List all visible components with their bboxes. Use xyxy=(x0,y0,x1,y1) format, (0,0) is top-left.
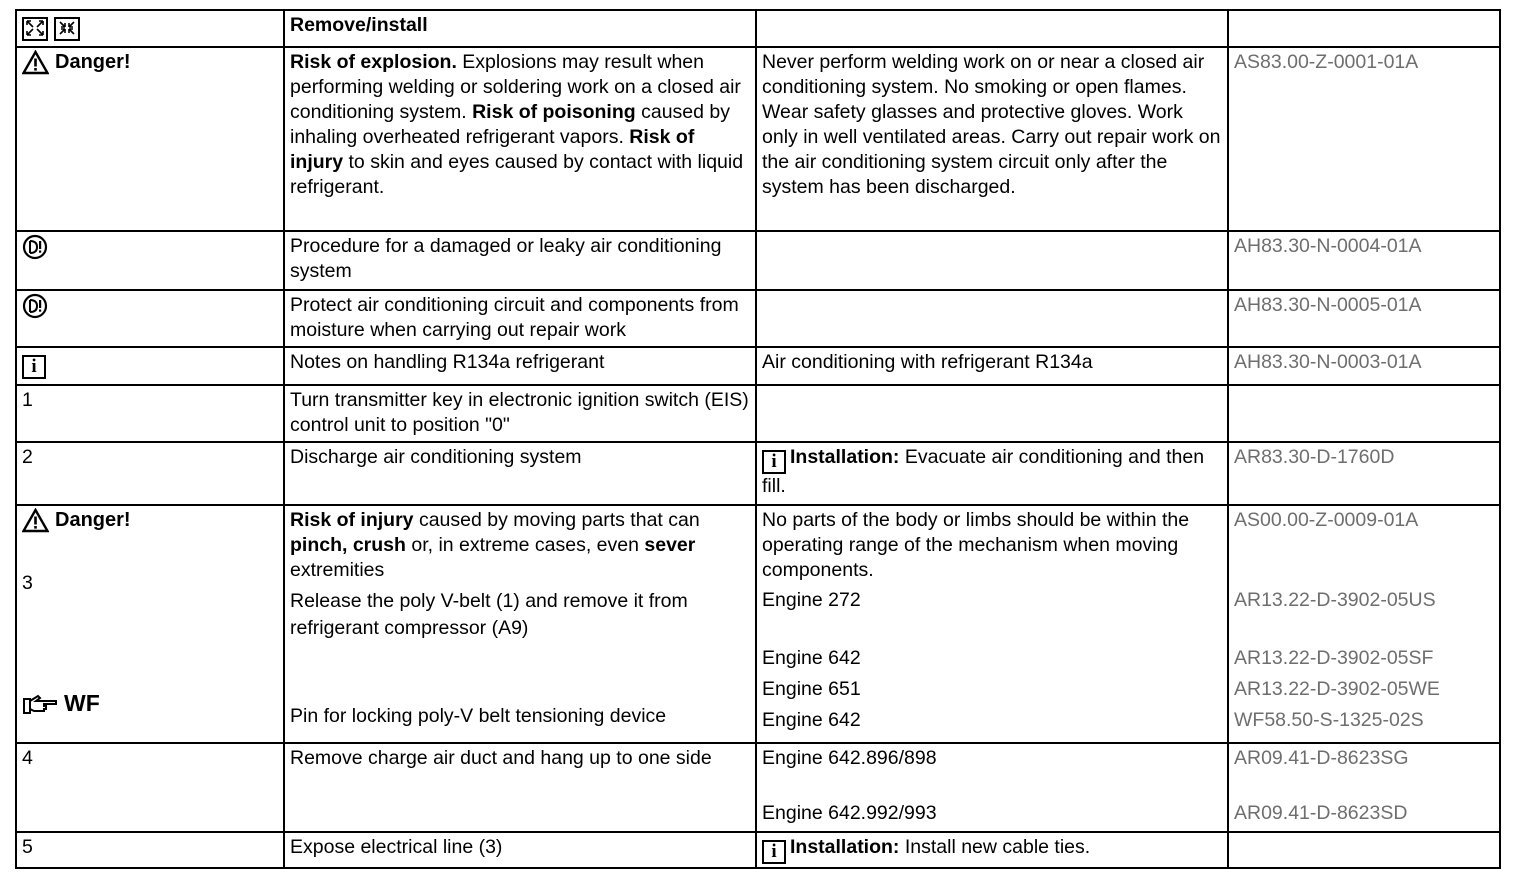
danger-explosion-emphasis: Risk of poisoning xyxy=(472,101,636,123)
danger-explosion-text: Explosions may result when performing welding or soldering work on a closed air conditioning system. xyxy=(290,51,741,123)
reference-link[interactable]: AH83.30-N-0004-01A xyxy=(1234,235,1422,257)
empty-cell xyxy=(1228,832,1500,868)
danger-injury-text: extremities xyxy=(290,559,385,581)
step-number: 4 xyxy=(16,743,284,832)
danger-label-cell xyxy=(16,47,284,231)
danger-injury-emphasis: Risk of injury xyxy=(290,509,414,531)
danger-text: Danger! xyxy=(55,51,131,73)
expand-icon[interactable] xyxy=(22,17,48,41)
danger-label xyxy=(22,50,131,75)
step-3-desc: Release the poly V-belt (1) and remove it from refrigerant compressor (A9) xyxy=(290,590,688,639)
reference-link[interactable]: AR13.22-D-3902-05US xyxy=(1234,589,1436,611)
info-r134a-desc: Notes on handling R134a refrigerant xyxy=(284,347,756,385)
step-5-note xyxy=(756,832,1228,868)
step-3-desc-cell xyxy=(284,505,756,743)
info-icon: i xyxy=(762,450,786,474)
warning-triangle-icon xyxy=(22,508,49,533)
notice-icon-cell xyxy=(16,231,284,290)
reference-link[interactable]: AH83.30-N-0003-01A xyxy=(1234,351,1422,373)
notice-circle-icon xyxy=(22,234,48,260)
notice-damaged-desc: Procedure for a damaged or leaky air conditioning system xyxy=(284,231,756,290)
installation-label: Installation: xyxy=(790,836,900,858)
header-icons-cell xyxy=(16,10,284,47)
engine-label: Engine 642 xyxy=(762,647,861,669)
step-2-ref[interactable] xyxy=(1228,442,1500,505)
header-title xyxy=(284,10,756,47)
step-3-ref-cell xyxy=(1228,505,1500,743)
installation-label: Installation: xyxy=(790,446,900,468)
reference-link[interactable]: AR09.41-D-8623SG xyxy=(1234,747,1409,769)
step-5-row xyxy=(16,832,1500,868)
danger-injury-note: No parts of the body or limbs should be within the operating range of the mechanism when moving components. xyxy=(762,509,1190,581)
engine-label: Engine 272 xyxy=(762,589,861,611)
notice-icon-cell xyxy=(16,290,284,347)
danger-label xyxy=(22,508,131,533)
step-3-left-cell xyxy=(16,505,284,743)
step-2-desc: Discharge air conditioning system xyxy=(284,442,756,505)
danger-explosion-ref[interactable] xyxy=(1228,47,1500,231)
reference-link[interactable]: AR13.22-D-3902-05WE xyxy=(1234,678,1440,700)
header-row xyxy=(16,10,1500,47)
engine-label: Engine 642.992/993 xyxy=(762,802,937,824)
notice-damaged-ref[interactable] xyxy=(1228,231,1500,290)
notice-damaged-row xyxy=(16,231,1500,290)
step-3-note-cell xyxy=(756,505,1228,743)
info-icon: i xyxy=(762,840,786,864)
step-4-note-cell xyxy=(756,743,1228,832)
danger-explosion-emphasis: Risk of explosion. xyxy=(290,51,457,73)
reference-link[interactable]: AR83.30-D-1760D xyxy=(1234,446,1395,468)
step-number: 5 xyxy=(16,832,284,868)
step-4-desc: Remove charge air duct and hang up to one side xyxy=(284,743,756,832)
danger-injury-emphasis: pinch, crush xyxy=(290,534,406,556)
step-5-desc: Expose electrical line (3) xyxy=(284,832,756,868)
engine-label: Engine 642.896/898 xyxy=(762,747,937,769)
step-number: 1 xyxy=(16,385,284,442)
header-empty-cell xyxy=(756,10,1228,47)
danger-injury-text: caused by moving parts that can xyxy=(413,509,700,531)
installation-note: Evacuate air conditioning and then fill. xyxy=(762,446,1205,497)
wf-tool-desc: Pin for locking poly-V belt tensioning device xyxy=(290,705,667,727)
reference-link[interactable]: AS00.00-Z-0009-01A xyxy=(1234,509,1419,531)
info-r134a-ref[interactable] xyxy=(1228,347,1500,385)
empty-cell xyxy=(756,290,1228,347)
danger-injury-text: or, in extreme cases, even xyxy=(405,534,645,556)
danger-explosion-emphasis: Risk of injury xyxy=(290,126,695,173)
danger-explosion-text: to skin and eyes caused by contact with liquid refrigerant. xyxy=(290,151,744,198)
step-4-row xyxy=(16,743,1500,832)
notice-moisture-desc: Protect air conditioning circuit and components from moisture when carrying out repair work xyxy=(284,290,756,347)
empty-cell xyxy=(1228,385,1500,442)
info-r134a-note: Air conditioning with refrigerant R134a xyxy=(756,347,1228,385)
step-number: 3 xyxy=(22,572,33,594)
wf-engine-label: Engine 642 xyxy=(762,709,861,731)
page-title: Remove/install xyxy=(290,14,428,36)
empty-cell xyxy=(756,385,1228,442)
step-1-row xyxy=(16,385,1500,442)
reference-link[interactable]: AR09.41-D-8623SD xyxy=(1234,802,1408,824)
reference-link[interactable]: WF58.50-S-1325-02S xyxy=(1234,709,1424,731)
engine-label: Engine 651 xyxy=(762,678,861,700)
reference-link[interactable]: AR13.22-D-3902-05SF xyxy=(1234,647,1434,669)
danger-text: Danger! xyxy=(55,509,131,531)
info-icon: i xyxy=(22,355,46,379)
step-2-note xyxy=(756,442,1228,505)
step-2-row xyxy=(16,442,1500,505)
step-4-ref-cell xyxy=(1228,743,1500,832)
wf-text: WF xyxy=(64,690,100,716)
reference-link[interactable]: AS83.00-Z-0001-01A xyxy=(1234,51,1419,73)
reference-link[interactable]: AH83.30-N-0005-01A xyxy=(1234,294,1422,316)
danger-explosion-note: Never perform welding work on or near a closed air conditioning system. No smoking or open flames. Wear safety glasses and protective gloves. Work only in well ventilated areas. Carry out repair work on the air conditioning system circuit only after the system has been discharged. xyxy=(756,47,1228,231)
warning-triangle-icon xyxy=(22,50,49,75)
pointing-hand-icon xyxy=(22,693,60,715)
danger-injury-desc xyxy=(290,508,750,583)
workshop-tool-label xyxy=(22,691,100,716)
collapse-icon[interactable] xyxy=(54,17,80,41)
info-icon-cell xyxy=(16,347,284,385)
danger-explosion-row xyxy=(16,47,1500,231)
info-r134a-row xyxy=(16,347,1500,385)
procedure-table xyxy=(15,9,1501,869)
step-1-desc: Turn transmitter key in electronic ignition switch (EIS) control unit to position "0" xyxy=(284,385,756,442)
empty-cell xyxy=(756,231,1228,290)
notice-circle-icon xyxy=(22,293,48,319)
step-3-row xyxy=(16,505,1500,743)
header-empty-cell xyxy=(1228,10,1500,47)
notice-moisture-ref[interactable] xyxy=(1228,290,1500,347)
step-number: 2 xyxy=(16,442,284,505)
installation-note: Install new cable ties. xyxy=(899,836,1091,858)
danger-injury-emphasis: sever xyxy=(644,534,696,556)
danger-explosion-text: caused by inhaling overheated refrigerant vapors. xyxy=(290,101,730,148)
notice-moisture-row xyxy=(16,290,1500,347)
danger-explosion-desc xyxy=(284,47,756,231)
